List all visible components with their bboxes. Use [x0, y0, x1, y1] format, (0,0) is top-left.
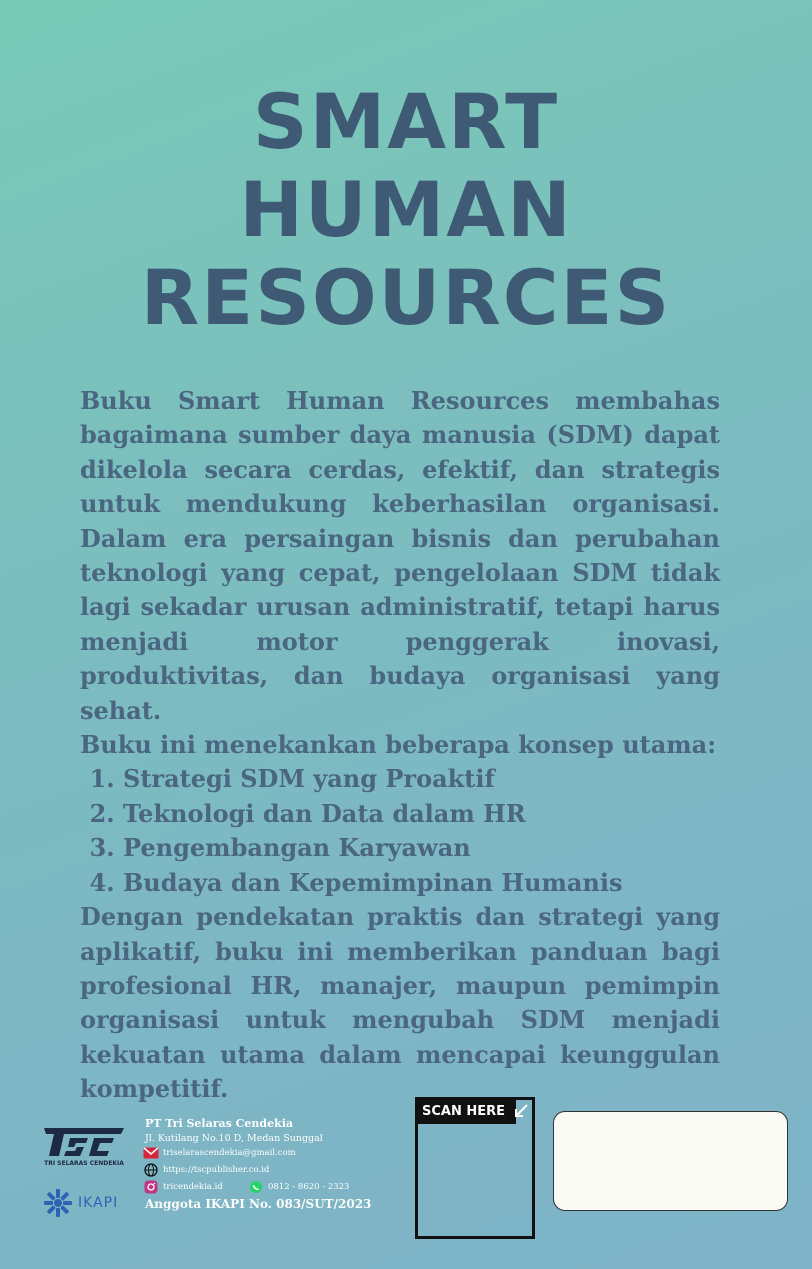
instagram-contact [143, 1180, 223, 1194]
email-contact [143, 1146, 296, 1160]
list-item: 3. Pengembangan Karyawan [123, 831, 720, 865]
publisher-address: Jl. Kutilang No.10 D, Medan Sunggal [145, 1133, 323, 1144]
barcode-area [553, 1111, 788, 1211]
publisher-name: PT Tri Selaras Cendekia [145, 1117, 294, 1130]
concepts-lead: Buku ini menekankan beberapa konsep utama: [80, 730, 717, 760]
scan-here-label: SCAN HERE [418, 1100, 516, 1124]
title-line-2: HUMAN [239, 165, 573, 254]
concepts-list [80, 762, 720, 900]
list-item: 4. Budaya dan Kepemimpinan Humanis [123, 866, 720, 900]
website-text[interactable]: https://tscpublisher.co.id [163, 1165, 270, 1175]
closing-paragraph: Dengan pendekatan praktis dan strategi yang aplikatif, buku ini memberikan panduan bagi profesional HR, manajer, maupun pemimpin organisasi untuk mengubah SDM menjadi kekuatan utama dalam mencapai keunggulan kompetitif. [80, 902, 720, 1104]
tsc-logo [42, 1126, 126, 1168]
ikapi-member-number: Anggota IKAPI No. 083/SUT/2023 [145, 1197, 372, 1211]
list-item: 2. Teknologi dan Data dalam HR [123, 797, 720, 831]
intro-paragraph: Buku Smart Human Resources membahas bagaimana sumber daya manusia (SDM) dapat dikelola secara cerdas, efektif, dan strategis untuk mendukung keberhasilan organisasi. Dalam era persaingan bisnis dan perubahan teknologi yang cepat, pengelolaan SDM tidak lagi sekadar urusan administratif, tetapi harus menjadi motor penggerak inovasi, produktivitas, dan budaya organisasi yang sehat. [80, 386, 720, 725]
ikapi-logo-text: IKAPI [78, 1195, 119, 1211]
website-contact [143, 1163, 269, 1177]
email-icon [143, 1146, 159, 1160]
tsc-logo-subtext: TRI SELARAS CENDEKIA [44, 1160, 124, 1167]
instagram-text[interactable]: tricendekia.id [163, 1182, 223, 1192]
arrow-down-left-icon [512, 1102, 530, 1120]
globe-icon [143, 1163, 159, 1177]
ikapi-emblem-icon [42, 1187, 74, 1219]
whatsapp-contact [248, 1180, 349, 1194]
ikapi-logo [42, 1187, 118, 1219]
title-line-1: SMART [252, 77, 560, 166]
whatsapp-icon [248, 1180, 264, 1194]
book-title [0, 78, 812, 342]
instagram-icon [143, 1180, 159, 1194]
whatsapp-text[interactable]: 0812 - 8620 - 2323 [268, 1182, 350, 1192]
list-item: 1. Strategi SDM yang Proaktif [123, 762, 720, 796]
book-description [80, 384, 720, 1107]
title-line-3: RESOURCES [140, 253, 672, 342]
qr-code-area[interactable] [415, 1097, 535, 1239]
email-text[interactable]: triselarascendekia@gmail.com [163, 1148, 296, 1158]
